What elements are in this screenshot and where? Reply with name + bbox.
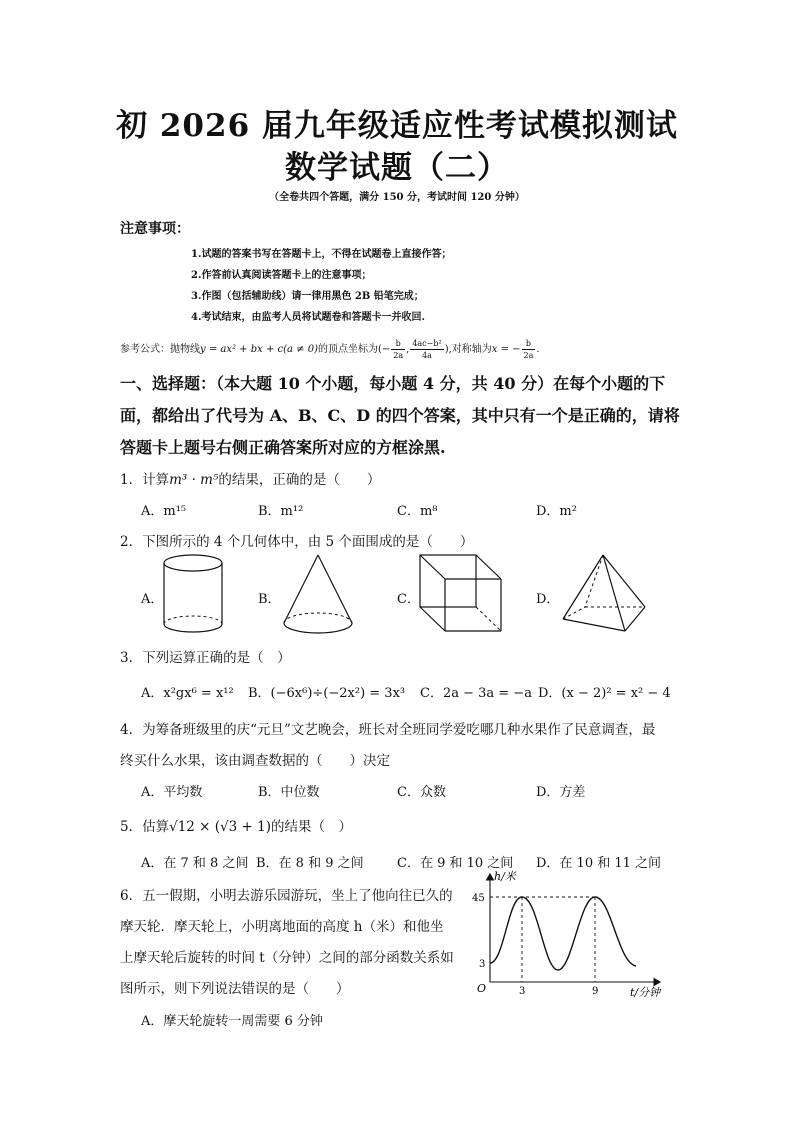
q5-option-b: B．在 8 和 9 之间: [256, 856, 364, 871]
question-6-line: 摩天轮．摩天轮上，小明离地面的高度 h（米）和他坐: [120, 919, 444, 935]
q5-option-c: C．在 9 和 10 之间: [397, 856, 514, 871]
question-6-line: 6．五一假期，小明去游乐园游玩，坐上了他向往已久的: [120, 888, 453, 904]
q4-option-c: C．众数: [397, 785, 446, 800]
notice-item: 3.作图（包括辅助线）请一律用黑色 2B 铅笔完成；: [191, 291, 424, 302]
pyramid-figure: [555, 553, 650, 637]
q1-option-a: A．m¹⁵: [141, 504, 187, 519]
question-6-line: 上摩天轮后旋转的时间 t（分钟）之间的部分函数关系如: [120, 950, 454, 966]
height-curve: [490, 897, 636, 970]
question-2: 2．下图所示的 4 个几何体中，由 5 个面围成的是（ ）: [120, 534, 474, 550]
question-4-line2: 终买什么水果，该由调查数据的（ ）决定: [120, 753, 390, 769]
origin-label: O: [477, 982, 487, 995]
x-tick-3: 3: [519, 986, 526, 997]
y-tick-3: 3: [479, 959, 486, 970]
q1-option-c: C．m⁸: [397, 504, 438, 519]
notice-item: 4.考试结束，由监考人员将试题卷和答题卡一并收回.: [191, 312, 425, 323]
x-axis-label: t/分钟: [630, 986, 661, 999]
notice-item: 2.作答前认真阅读答题卡上的注意事项；: [191, 270, 372, 281]
cylinder-figure: [160, 553, 226, 637]
exam-info: （全卷共四个答题，满分 150 分，考试时间 120 分钟）: [269, 192, 525, 203]
q2-label-d: D．: [536, 592, 560, 607]
y-tick-45: 45: [472, 893, 485, 904]
notice-item: 1.试题的答案书写在答题卡上，不得在试题卷上直接作答；: [191, 249, 452, 260]
exam-title: 初 2026 届九年级适应性考试模拟测试: [116, 108, 678, 144]
q2-label-a: A．: [141, 592, 164, 607]
ferris-wheel-height-graph: [468, 866, 678, 1002]
q6-option-a: A．摩天轮旋转一周需要 6 分钟: [141, 1014, 323, 1029]
question-1: 1．计算m³ · m⁵的结果，正确的是（ ）: [120, 472, 381, 488]
y-axis-label: h/米: [494, 870, 516, 883]
question-6-line: 图所示，则下列说法错误的是（ ）: [120, 981, 350, 997]
q3-option-c: C．2a − 3a = −a: [420, 686, 532, 701]
q5-option-d: D．在 10 和 11 之间: [536, 856, 662, 871]
q5-option-a: A．在 7 和 8 之间: [141, 856, 249, 871]
notice-heading: 注意事项：: [120, 221, 190, 237]
q1-option-b: B．m¹²: [258, 504, 304, 519]
x-tick-9: 9: [592, 986, 599, 997]
q2-label-c: C．: [397, 592, 420, 607]
q4-option-a: A．平均数: [141, 785, 203, 800]
q1-option-d: D．m²: [536, 504, 577, 519]
q3-option-a: A．x²gx⁶ = x¹²: [141, 686, 234, 701]
q3-option-b: B．(−6x⁶)÷(−2x²) = 3x³: [248, 686, 406, 701]
section-heading: 一、选择题：（本大题 10 个小题，每小题 4 分，共 40 分）在每个小题的下面，都给出了代号为 A、B、C、D 的四个答案，其中只有一个是正确的，请将答题卡上题号右侧正确答案所对应的方框涂黑.: [120, 374, 680, 457]
q2-label-b: B．: [258, 592, 281, 607]
q4-option-d: D．方差: [536, 785, 586, 800]
cone-figure: [278, 553, 358, 637]
question-5: 5．估算√12 × (√3 + 1)的结果（ ）: [120, 819, 352, 835]
q4-option-b: B．中位数: [258, 785, 320, 800]
cube-figure: [415, 553, 505, 637]
question-3: 3．下列运算正确的是（ ）: [120, 650, 291, 666]
exam-subject-title: 数学试题（二）: [285, 150, 509, 186]
question-4-line1: 4．为筹备班级里的庆“元旦”文艺晚会，班长对全班同学爱吃哪几种水果作了民意调查，最: [120, 722, 656, 738]
q3-option-d: D．(x − 2)² = x² − 4: [538, 686, 671, 701]
reference-formula: 参考公式：抛物线y = ax² + bx + c(a ≠ 0)的顶点坐标为(− $\frac{b}{2a}$ , $\frac{\text{4ac−b²}}{4a}$ ),对称轴为x = − $\frac{b}{2a}$ .: [120, 339, 540, 360]
